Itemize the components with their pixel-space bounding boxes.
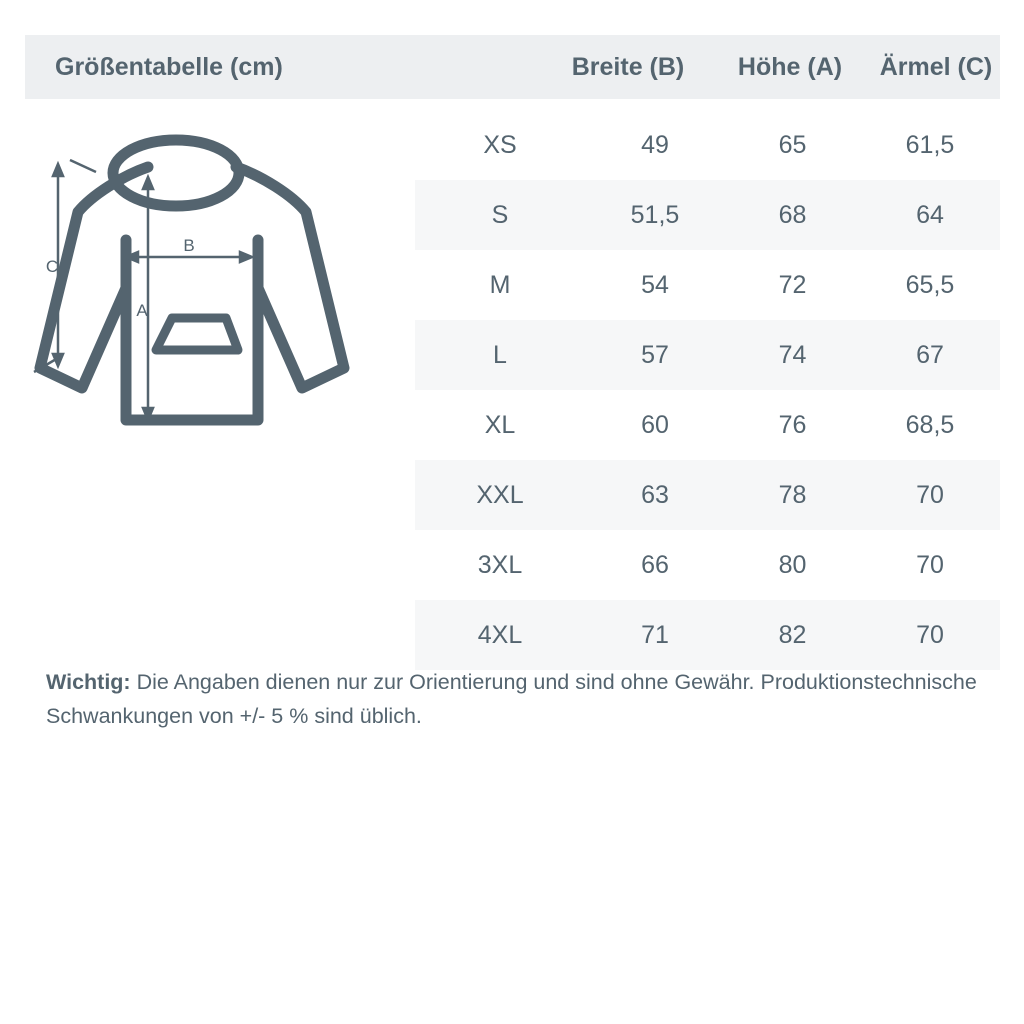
cell-width: 51,5: [630, 200, 680, 229]
table-row: [415, 320, 1000, 390]
cell-sleeve: 65,5: [905, 270, 955, 299]
cell-sleeve: 61,5: [905, 130, 955, 159]
table-row: [415, 530, 1000, 600]
cell-sleeve: 70: [916, 550, 944, 579]
cell-size: 3XL: [477, 550, 523, 579]
size-table: [415, 110, 1000, 670]
label-a: A: [136, 301, 148, 320]
cell-size: XXL: [476, 480, 524, 509]
cell-width: 57: [641, 340, 669, 369]
cell-sleeve: 70: [916, 620, 944, 649]
cell-size: M: [489, 270, 511, 299]
table-row: [415, 180, 1000, 250]
column-header-sleeve: Ärmel (C): [879, 52, 993, 81]
cell-width: 60: [641, 410, 669, 439]
table-row: [415, 390, 1000, 460]
cell-height: 74: [778, 340, 807, 369]
cell-width: 66: [641, 550, 669, 579]
table-header: [25, 35, 1000, 99]
label-c: C: [45, 257, 59, 276]
cell-height: 76: [778, 410, 807, 439]
cell-width: 49: [641, 130, 669, 159]
table-row: [415, 250, 1000, 320]
cell-size: XS: [483, 130, 517, 159]
cell-sleeve: 68,5: [905, 410, 955, 439]
cell-size: L: [493, 340, 507, 369]
page-title: Größentabelle (cm): [55, 52, 283, 81]
cell-size: 4XL: [477, 620, 523, 649]
cell-height: 72: [778, 270, 807, 299]
cell-height: 78: [778, 480, 807, 509]
table-row: [415, 110, 1000, 180]
table-row: [415, 600, 1000, 670]
cell-sleeve: 70: [916, 480, 944, 509]
cell-size: S: [491, 200, 509, 229]
cell-width: 54: [641, 270, 669, 299]
label-b: B: [183, 236, 195, 255]
cell-sleeve: 64: [916, 200, 944, 229]
cell-width: 63: [641, 480, 669, 509]
cell-sleeve: 67: [916, 340, 944, 369]
cell-height: 68: [778, 200, 807, 229]
footnote: [46, 665, 996, 733]
cell-width: 71: [641, 620, 669, 649]
column-header-width: Breite (B): [571, 52, 685, 81]
cell-height: 80: [778, 550, 807, 579]
table-row: [415, 460, 1000, 530]
cell-height: 65: [778, 130, 807, 159]
cell-height: 82: [778, 620, 807, 649]
cell-size: XL: [484, 410, 516, 439]
footnote-lead: Wichtig:: [46, 670, 131, 694]
column-header-height: Höhe (A): [737, 52, 843, 81]
hoodie-illustration: [30, 120, 410, 460]
footnote-text: Die Angaben dienen nur zur Orientierung und sind ohne Gewähr. Produktionstechnische Schwankungen von +/- 5 % sind üblich.: [46, 670, 977, 728]
